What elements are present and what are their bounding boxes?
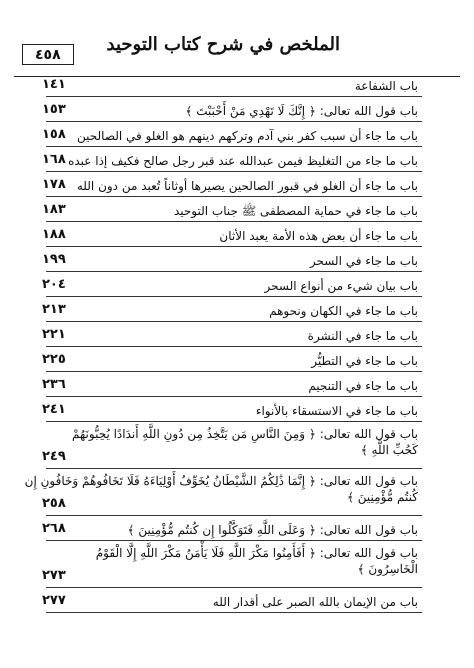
verse-quote: ﴿ إِنَّكَ لَا تَهْدِي مَنْ أَحْبَبْتَ ﴾ xyxy=(185,104,316,118)
toc-entry xyxy=(42,147,422,172)
toc-entry-text xyxy=(311,353,418,369)
toc-entry xyxy=(42,122,422,147)
table-of-contents xyxy=(24,72,422,613)
toc-entry xyxy=(42,516,422,541)
entry-page-number: ٢٢١ xyxy=(42,327,66,342)
toc-entry xyxy=(42,247,422,272)
entry-title: باب ما جاء في النشرة xyxy=(307,329,418,343)
entry-page-number: ١٦٨ xyxy=(42,152,66,167)
verse-quote-continued: كُنتُم مُّؤْمِنِينَ ﴾ xyxy=(346,490,418,504)
entry-title: باب قول الله تعالى: xyxy=(319,427,418,441)
entry-title: باب ما جاء أن الغلو في قبور الصالحين يصيرها أوثاناً تُعبد من دون الله xyxy=(76,179,418,193)
entry-page-number: ٢٤١ xyxy=(42,402,66,417)
page-number: ٤٥٨ xyxy=(22,44,74,65)
entry-title: باب الشفاعة xyxy=(354,79,418,93)
toc-entry-text xyxy=(219,228,418,244)
entry-page-number: ١٨٨ xyxy=(42,227,66,242)
entry-title: باب ما جاء في السحر xyxy=(309,254,418,268)
entry-title: باب ما جاء في التنجيم xyxy=(308,379,418,393)
entry-page-number: ٢٢٥ xyxy=(42,352,66,367)
toc-entry xyxy=(24,469,422,516)
toc-entry-text xyxy=(308,378,418,394)
toc-entry xyxy=(42,272,422,297)
toc-entry xyxy=(42,297,422,322)
toc-entry-text xyxy=(310,253,418,269)
toc-entry-text xyxy=(68,153,418,169)
toc-entry xyxy=(42,588,422,613)
entry-page-number: ٢٤٩ xyxy=(42,449,66,464)
toc-entry-text xyxy=(265,278,419,294)
toc-entry xyxy=(42,422,422,469)
entry-title: باب ما جاء أن بعض هذه الأمة يعبد الأثان xyxy=(219,229,418,243)
toc-entry-text xyxy=(256,403,418,419)
entry-title: باب قول الله تعالى: xyxy=(319,104,418,118)
toc-entry-text xyxy=(96,545,418,577)
toc-entry xyxy=(42,197,422,222)
entry-page-number: ١٧٨ xyxy=(42,177,66,192)
entry-title: باب ما جاء من التغليظ فيمن عبدالله عند قبر رجل صالح فكيف إذا عبده xyxy=(68,154,418,168)
entry-page-number: ٢٣٦ xyxy=(42,377,66,392)
entry-page-number: ٢٠٤ xyxy=(42,277,66,292)
toc-entry xyxy=(42,97,422,122)
entry-page-number: ٢٥٨ xyxy=(42,496,66,511)
entry-title: باب قول الله تعالى: xyxy=(319,546,418,560)
toc-entry xyxy=(42,172,422,197)
toc-entry-text xyxy=(269,303,418,319)
toc-entry-text xyxy=(77,128,418,144)
toc-entry xyxy=(42,222,422,247)
verse-quote: ﴿ وَمِنَ النَّاسِ مَن يَتَّخِذُ مِن دُونِ اللَّهِ أَندَادًا يُحِبُّونَهُمْ xyxy=(72,427,316,441)
toc-entry-text xyxy=(128,522,419,538)
verse-quote: ﴿ إِنَّمَا ذَٰلِكُمُ الشَّيْطَانُ يُخَوِّفُ أَوْلِيَاءَهُ فَلَا تَخَافُوهُمْ وَخَافُونِ إِن xyxy=(24,474,316,488)
entry-page-number: ١٥٨ xyxy=(42,127,66,142)
toc-entry-text xyxy=(355,78,418,94)
toc-entry-text xyxy=(308,328,418,344)
entry-title: باب قول الله تعالى: xyxy=(319,523,418,537)
entry-page-number: ١٤١ xyxy=(42,77,66,92)
entry-title: باب ما جاء في الكهان ونحوهم xyxy=(269,304,418,318)
entry-page-number: ١٩٩ xyxy=(42,252,66,267)
entry-title: باب بيان شيء من أنواع السحر xyxy=(264,279,418,293)
toc-entry-text xyxy=(72,426,418,458)
entry-title: باب ما جاء في حماية المصطفى ﷺ جناب التوحيد xyxy=(173,204,418,218)
toc-entry xyxy=(42,372,422,397)
verse-quote: ﴿ وَعَلَى اللَّهِ فَتَوَكَّلُوا إِن كُنتُم مُّؤْمِنِينَ ﴾ xyxy=(127,523,316,537)
toc-entry-text xyxy=(185,103,418,119)
verse-quote-continued: الْخَاسِرُونَ ﴾ xyxy=(357,562,418,576)
toc-entry-text xyxy=(77,178,418,194)
verse-quote-continued: كَحُبِّ اللَّهِ ﴾ xyxy=(360,443,418,457)
toc-entry xyxy=(42,322,422,347)
entry-title: باب ما جاء أن سبب كفر بني آدم وتركهم دينهم هو الغلو في الصالحين xyxy=(77,129,418,143)
entry-page-number: ٢٧٧ xyxy=(42,593,66,608)
entry-title: باب من الإيمان بالله الصبر على أقدار الله xyxy=(212,595,418,609)
entry-page-number: ٢٧٣ xyxy=(42,568,66,583)
toc-entry xyxy=(42,347,422,372)
entry-title: باب ما جاء في التطيُّر xyxy=(311,354,418,368)
entry-page-number: ٢١٣ xyxy=(42,302,66,317)
entry-page-number: ١٥٣ xyxy=(42,102,66,117)
toc-entry xyxy=(42,397,422,422)
page-header xyxy=(14,26,460,66)
verse-quote: ﴿ أَفَأَمِنُوا مَكْرَ اللَّهِ فَلَا يَأْمَنُ مَكْرَ اللَّهِ إِلَّا الْقَوْمُ xyxy=(95,546,316,560)
entry-page-number: ٢٦٨ xyxy=(42,521,66,536)
toc-entry-text xyxy=(174,203,418,219)
toc-entry-text xyxy=(25,473,418,505)
toc-entry xyxy=(42,72,422,97)
entry-page-number: ١٨٣ xyxy=(42,202,66,217)
toc-entry xyxy=(42,541,422,588)
entry-title: باب ما جاء في الاستسقاء بالأنواء xyxy=(255,404,418,418)
entry-title: باب قول الله تعالى: xyxy=(319,474,418,488)
toc-entry-text xyxy=(213,594,418,610)
running-title: الملخص في شرح كتاب التوحيد xyxy=(106,34,340,55)
